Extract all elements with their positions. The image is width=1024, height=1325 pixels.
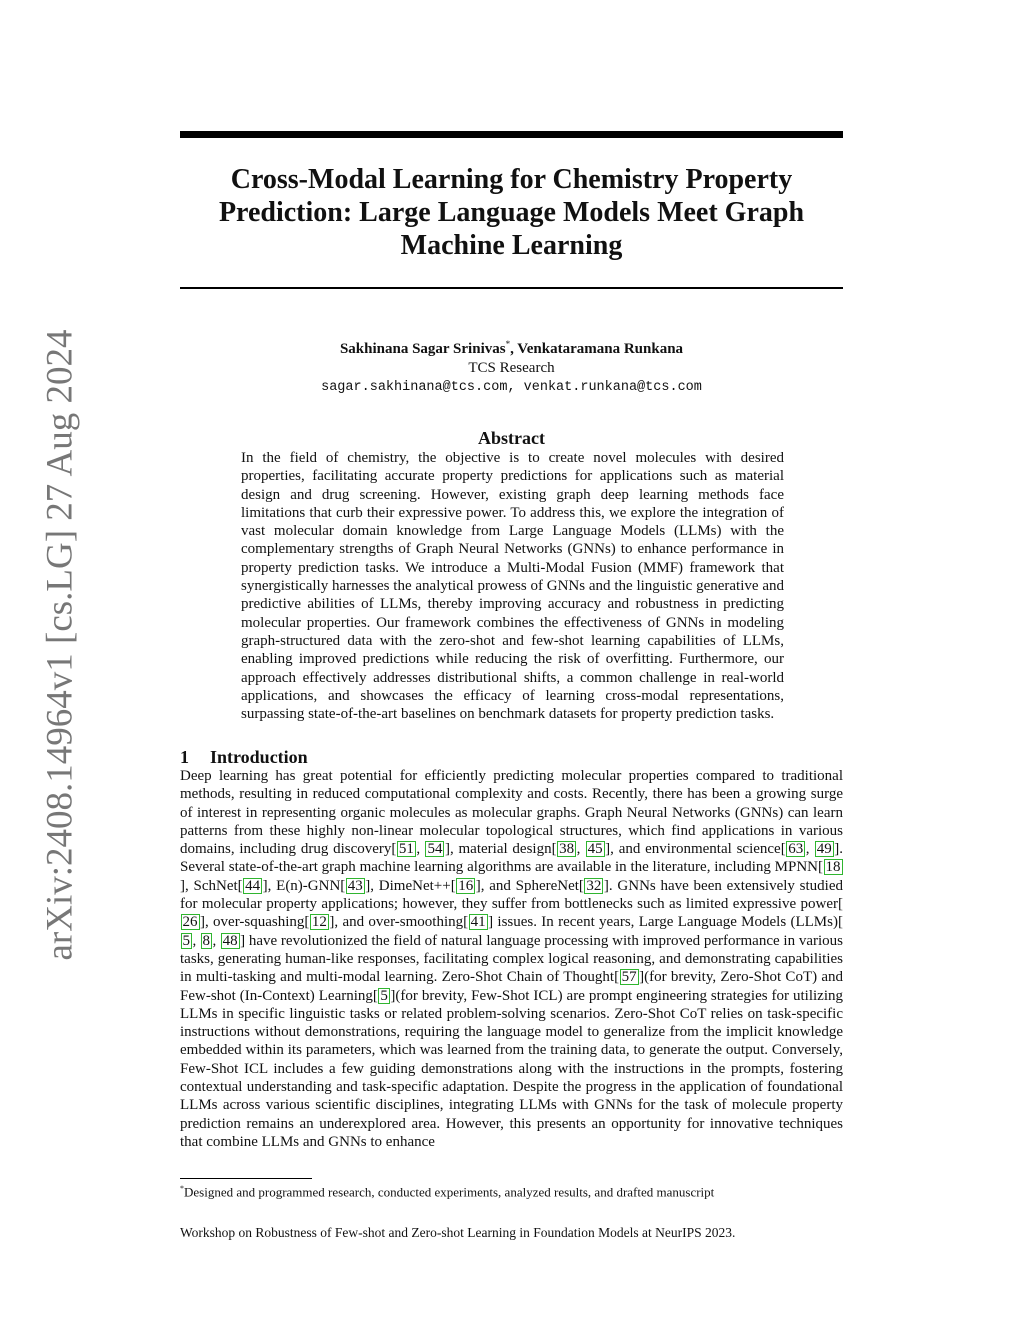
citation-link[interactable]: 48: [222, 932, 238, 949]
intro-text: , DimeNet++: [370, 877, 451, 894]
citation-link[interactable]: 16: [458, 877, 474, 894]
intro-text: ,: [192, 932, 201, 949]
author-affiliation: TCS Research: [468, 360, 555, 376]
intro-text: ,: [576, 841, 586, 858]
citation-link[interactable]: 26: [182, 914, 198, 931]
author-name-2: , Venkataramana Runkana: [510, 341, 684, 357]
intro-text: Deep learning has great potential for efficiently predicting molecular properties compared to traditional methods, resulting in reduced computational complexity and costs. Recently, there has been a growing surge of interest in representing organic molecules as molecular graphs. Graph Neural Networks (GNNs) can learn patterns from these highly non-linear molecular topological structures, which find applications in various domains, including drug discovery: [180, 768, 843, 858]
intro-text: , and over-smoothing: [334, 914, 464, 931]
intro-text: . Several state-of-the-art graph machine learning algorithms are available in the literature, including MPNN: [180, 841, 844, 876]
arxiv-identifier-stamp: arXiv:2408.14964v1 [cs.LG] 27 Aug 2024: [39, 329, 81, 961]
footnote-text: Designed and programmed research, conducted experiments, analyzed results, and drafted manuscript: [184, 1184, 715, 1200]
abstract-text: In the field of chemistry, the objective is to create novel molecules with desired properties, facilitating accurate property predictions for applications such as material design and drug screening. However, existing graph deep learning methods face limitations that curb their expressive power. To address this, we explore the integration of vast molecular domain knowledge from Large Language Models (LLMs) with the complementary strengths of Graph Neural Networks (GNNs) to enhance performance in property prediction tasks. We introduce a Multi-Modal Fusion (MMF) framework that synergistically harnesses the analytical prowess of GNNs and the linguistic generative and predictive abilities of LLMs, thereby improving accuracy and robustness in predicting molecular properties. Our framework combines the effectiveness of GNNs in modeling graph-structured data with the zero-shot and few-shot learning capabilities of LLMs, enabling improved predictions while reducing the risk of overfitting. Furthermore, our approach effectively addresses distributional shifts, a common challenge in real-world applications, and showcases the efficacy of learning cross-modal representations, surpassing state-of-the-art baselines on benchmark datasets for property prediction tasks.: [241, 450, 784, 723]
citation-link[interactable]: 8: [202, 932, 211, 949]
intro-text: (for brevity, Zero-Shot CoT) and Few-shot (In-Context) Learning: [180, 969, 844, 1004]
citation-link[interactable]: 5: [380, 987, 388, 1004]
intro-text: , and SphereNet: [480, 877, 579, 894]
intro-text: issues. In recent years, Large Language Models (LLMs): [493, 914, 838, 931]
intro-text: ,: [805, 841, 815, 858]
author-footnote-marker: *: [505, 339, 511, 349]
footnote: [180, 1181, 843, 1200]
section-heading-introduction: [180, 746, 843, 768]
citation-link[interactable]: 43: [347, 877, 363, 894]
footnote-rule: [180, 1178, 312, 1179]
intro-text: (for brevity, Few-Shot ICL) are prompt engineering strategies for utilizing LLMs in specific linguistic tasks or related problem-solving scenarios. Zero-Shot CoT relies on task-specific instructions without demonstrations, requiring the language model to generalize from the implicit knowledge embedded within its parameters, which was learned from the training data, to generate the output. Conversely, Few-Shot ICL includes a few guiding demonstrations along with the instructions in the prompts, fostering contextual understanding and task-specific adaptation. Despite the progress in the application of foundational LLMs across various scientific disciplines, integrating LLMs with GNNs for the task of molecule property prediction remains an underexplored area. However, this presents an opportunity for innovative techniques that combine LLMs and GNNs to enhance: [180, 987, 843, 1150]
abstract-heading: Abstract: [478, 428, 545, 448]
venue-note: Workshop on Robustness of Few-shot and Zero-shot Learning in Foundation Models at NeurIPS 2023.: [180, 1225, 736, 1240]
citation-link[interactable]: 5: [182, 932, 190, 949]
intro-text: , and environmental science: [610, 841, 781, 858]
citation-link[interactable]: 18: [825, 859, 841, 876]
citation-link[interactable]: 57: [621, 969, 637, 986]
citation-link[interactable]: 44: [245, 877, 261, 894]
intro-text: , material design: [449, 841, 552, 858]
author-emails: sagar.sakhinana@tcs.com, venkat.runkana@tcs.com: [321, 380, 702, 395]
author-name-1: Sakhinana Sagar Srinivas: [339, 341, 506, 357]
introduction-paragraph: Deep learning has great potential for efficiently predicting molecular properties compared to traditional methods, resulting in reduced computational complexity and costs. Recently, there has been a growing surge of interest in representing organic molecules as molecular graphs. Graph Neural Networks (GNNs) can learn patterns from these highly non-linear molecular topological structures, which find applications in various domains, including drug discovery[ 51 , 54 ], material design[ 38 , 45 ], and environmental science[ 63 , 49 ]. Several state-of-the-art graph machine learning algorithms are available in the literature, including MPNN[ 18], SchNet[ 44 ], E(n)-GNN[ 43 ], DimeNet++[ 16 ], and SphereNet[ 32 ]. GNNs have been extensively studied for molecular property applications; however, they suffer from bottlenecks such as limited expressive power[26 ], over-squashing[ 12 ], and over-smoothing[ 41 ] issues. In recent years, Large Language Models (LLMs)[5 , 8 , 48 ] have revolutionized the field of natural language processing with improved performance in various tasks, generating human-like responses, facilitating complex logical reasoning, and demonstrating capabilities in multi-tasking and multi-modal learning. Zero-Shot Chain of Thought[ 57 ](for brevity, Zero-Shot CoT) and Few-shot (In-Context) Learning[ 5 ](for brevity, Few-Shot ICL) are prompt engineering strategies for utilizing LLMs in specific linguistic tasks or related problem-solving scenarios. Zero-Shot CoT relies on task-specific instructions without demonstrations, requiring the language model to generalize from the implicit knowledge embedded within its parameters, which was learned from the training data, to generate the output. Conversely, Few-Shot ICL includes a few guiding demonstrations along with the instructions in the prompts, fostering contextual understanding and task-specific adaptation. Despite the progress in the application of foundational LLMs across various scientific disciplines, integrating LLMs with GNNs for the task of molecule property prediction remains an underexplored area. However, this presents an opportunity for innovative techniques that combine LLMs and GNNs to enhance: [180, 768, 844, 1150]
citation-link[interactable]: 41: [470, 914, 486, 931]
paper-title: Cross-Modal Learning for Chemistry Property Prediction: Large Language Models Meet Graph Machine Learning: [218, 164, 805, 261]
section-title: Introduction: [210, 747, 308, 767]
title-bottom-rule: [180, 287, 843, 289]
citation-link[interactable]: 32: [586, 877, 602, 894]
intro-text: , over-squashing: [205, 914, 305, 931]
footnote-marker: *: [180, 1184, 184, 1193]
citation-link[interactable]: 38: [559, 841, 575, 858]
title-top-rule: [180, 131, 843, 138]
author-block: [180, 335, 843, 397]
intro-text: . GNNs have been extensively studied for molecular property applications; however, they suffer from bottlenecks such as limited expressive power: [180, 877, 843, 913]
intro-text: have revolutionized the field of natural language processing with improved performance in various tasks, generating human-like responses, facilitating complex logical reasoning, and demonstrating capabilities in multi-tasking and multi-modal learning. Zero-Shot Chain of Thought: [180, 932, 844, 986]
citation-link[interactable]: 51: [398, 841, 414, 858]
intro-text: ,: [212, 932, 221, 949]
citation-link[interactable]: 49: [816, 841, 832, 858]
intro-text: ,: [416, 841, 425, 858]
intro-text: , SchNet: [185, 877, 238, 894]
citation-link[interactable]: 12: [311, 914, 327, 931]
section-number: 1: [180, 747, 189, 767]
author-names: [180, 335, 843, 359]
citation-link[interactable]: 63: [788, 841, 804, 858]
intro-text: , E(n)-GNN: [267, 877, 341, 894]
citation-link[interactable]: 54: [427, 841, 443, 858]
citation-link[interactable]: 45: [587, 841, 603, 858]
